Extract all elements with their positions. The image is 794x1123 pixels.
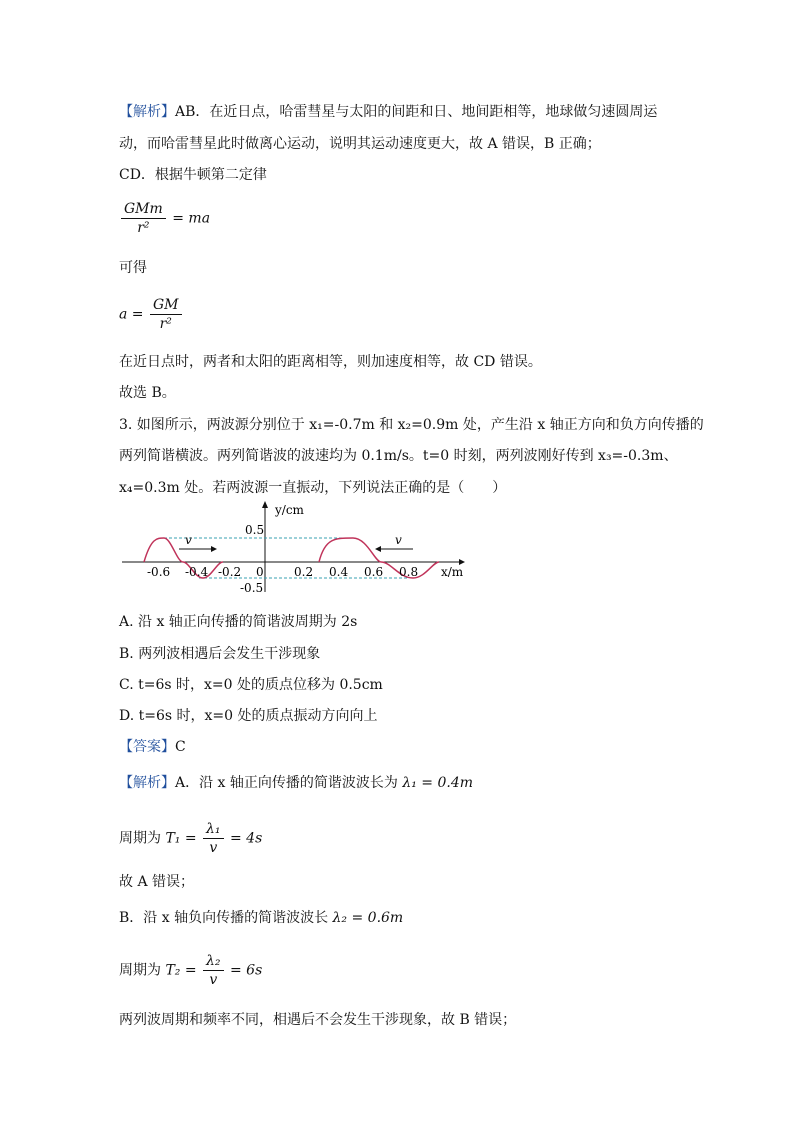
option-d: D. t=6s 时，x=0 处的质点振动方向向上 (119, 708, 378, 724)
x-axis-label: x/m (441, 565, 464, 579)
x-tick: 0.6 (364, 565, 384, 579)
x-tick: 0.4 (329, 565, 349, 579)
option-b: B. 两列波相遇后会发生干涉现象 (119, 646, 321, 662)
analysis-line-3: CD．根据牛顿第二定律 (119, 167, 267, 183)
fraction-numerator: GM (150, 296, 182, 315)
fraction-denominator: r² (159, 316, 172, 332)
answer-tag: 【答案】 (119, 739, 175, 755)
period1-line (119, 820, 262, 857)
fraction-denominator: v (209, 840, 218, 856)
equation-lhs: a = (119, 306, 144, 323)
option-c: C. t=6s 时，x=0 处的质点位移为 0.5cm (119, 677, 383, 693)
analysis-line-5: 故选 B。 (119, 385, 176, 401)
analysis3-line-a (119, 773, 473, 793)
t2-rhs: = 6s (230, 962, 263, 979)
period2-line (119, 952, 262, 989)
velocity-arrow-right-icon (211, 546, 217, 552)
analysis3-line-b-end: 两列波周期和频率不同，相遇后不会发生干涉现象，故 B 错误； (119, 1012, 517, 1028)
wave-figure (119, 500, 469, 595)
period-prefix: 周期为 (119, 962, 161, 979)
fraction-gm-r2 (150, 296, 182, 333)
x-tick: -0.2 (218, 565, 242, 579)
fraction-lambda2-v (203, 952, 224, 989)
fraction-denominator: v (209, 972, 218, 988)
analysis-line-1 (119, 102, 657, 122)
answer-line (119, 737, 186, 757)
velocity-label-right: v (395, 533, 402, 547)
y-tick-bottom: -0.5 (240, 581, 264, 595)
x-tick: -0.4 (185, 565, 209, 579)
velocity-label-left: v (185, 533, 192, 547)
t1-lhs: T₁ = (165, 830, 197, 847)
t1-rhs: = 4s (230, 830, 263, 847)
period-prefix: 周期为 (119, 830, 161, 847)
analysis3-line-b (119, 908, 403, 928)
analysis3-line-a-end: 故 A 错误； (119, 874, 195, 890)
equation-rhs: = ma (172, 210, 211, 227)
equation-acceleration (119, 296, 184, 333)
analysis-line-2: 动，而哈雷彗星此时做离心运动，说明其运动速度更大，故 A 错误，B 正确； (119, 136, 601, 152)
question-line-3: x₄=0.3m 处。若两波源一直振动，下列说法正确的是（ ） (119, 480, 507, 496)
kede-line: 可得 (119, 260, 147, 276)
x-tick: -0.6 (147, 565, 171, 579)
question-line-2: 两列简谐横波。两列简谐波的波速均为 0.1m/s。t=0 时刻，两列波刚好传到 x₃=-0.3m、 (119, 448, 678, 464)
equation-newton (119, 200, 210, 237)
x-tick: 0.2 (294, 565, 314, 579)
analysis-tag: 【解析】 (119, 104, 175, 120)
fraction-numerator: GMm (121, 200, 166, 219)
fraction-lambda1-v (203, 820, 224, 857)
option-a: A. 沿 x 轴正向传播的简谐波周期为 2s (119, 614, 358, 630)
answer-value: C (175, 739, 186, 755)
origin-label: 0 (256, 565, 264, 579)
analysis-text: AB．在近日点，哈雷彗星与太阳的间距和日、地间距相等，地球做匀速圆周运 (175, 104, 658, 120)
velocity-arrow-left-icon (375, 546, 381, 552)
t2-lhs: T₂ = (165, 962, 197, 979)
fraction-numerator: λ₁ (203, 820, 224, 839)
question-line-1: 3. 如图所示，两波源分别位于 x₁=-0.7m 和 x₂=0.9m 处，产生沿 x 轴正方向和负方向传播的 (119, 417, 704, 433)
y-axis-label: y/cm (275, 503, 304, 517)
fraction-denominator: r² (137, 220, 150, 236)
analysis-line-4: 在近日点时，两者和太阳的距离相等，则加速度相等，故 CD 错误。 (119, 354, 542, 370)
analysis-text: B．沿 x 轴负向传播的简谐波波长 (119, 910, 329, 926)
lambda1-value: λ₁ = 0.4m (402, 775, 474, 791)
y-tick-top: 0.5 (245, 523, 265, 537)
x-tick: 0.8 (399, 565, 419, 579)
lambda2-value: λ₂ = 0.6m (332, 910, 404, 926)
analysis-text: A．沿 x 轴正向传播的简谐波波长为 (175, 775, 398, 791)
y-axis-arrow-icon (262, 501, 268, 508)
fraction-gmm-r2 (121, 200, 166, 237)
fraction-numerator: λ₂ (203, 952, 224, 971)
analysis-tag: 【解析】 (119, 775, 175, 791)
